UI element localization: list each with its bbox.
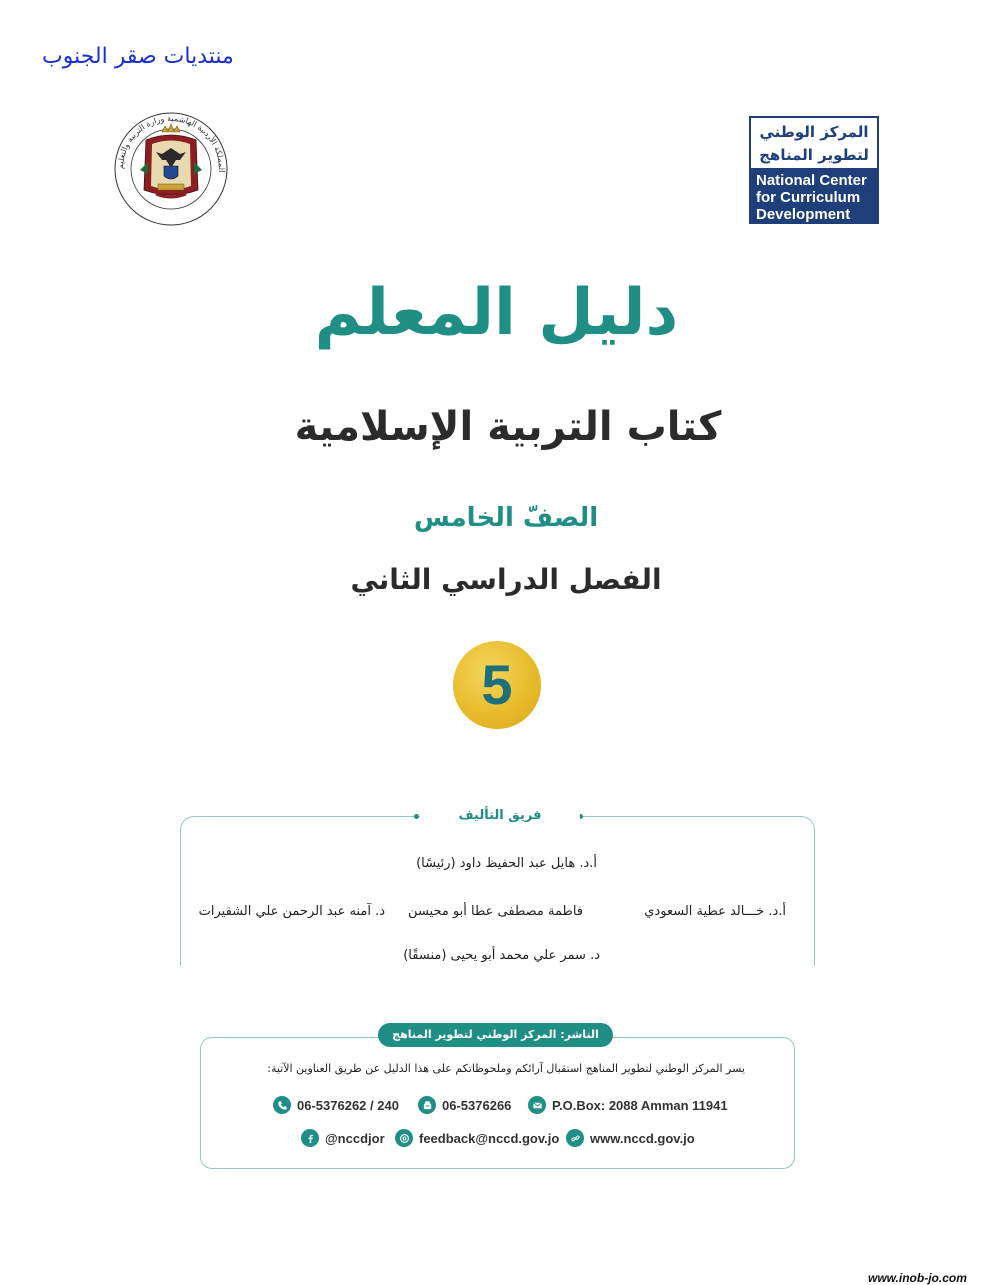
contact-pobox [528, 1095, 728, 1115]
nccd-logo-arabic [751, 118, 877, 170]
contact-website[interactable] [566, 1128, 695, 1148]
label-dot-left [414, 814, 419, 819]
mail-icon [528, 1096, 546, 1114]
grade-title: الصفّ الخامس [413, 503, 599, 533]
publisher-label: الناشر: المركز الوطني لتطوير المناهج [378, 1023, 613, 1047]
contact-facebook[interactable] [301, 1128, 385, 1148]
authors-label: فريق التأليف [420, 808, 580, 828]
contact-email-text: feedback@nccd.gov.jo [419, 1130, 560, 1146]
term-title: الفصل الدراسي الثاني [350, 563, 662, 596]
authors-frame [180, 816, 815, 966]
at-icon [395, 1129, 413, 1147]
contact-pobox-text: P.O.Box: 2088 Amman 11941 [552, 1097, 728, 1113]
contact-facebook-text: @nccdjor [325, 1130, 385, 1146]
facebook-icon [301, 1129, 319, 1147]
nccd-logo-english [751, 170, 877, 222]
contact-phone-text: 06-5376262 / 240 [297, 1097, 399, 1113]
nccd-english-line2: for Curriculum [756, 189, 861, 206]
nccd-logo [749, 116, 879, 224]
author-coordinator: د. سمر علي محمد أبو يحيى (منسقًا) [403, 948, 600, 963]
nccd-english-line3: Development [756, 206, 851, 223]
guide-title: دليل المعلم [314, 276, 679, 350]
nccd-arabic-line2: لتطوير المناهج [759, 146, 869, 164]
forum-watermark: منتديات صقر الجنوب [42, 44, 234, 69]
contact-website-text: www.nccd.gov.jo [590, 1130, 695, 1146]
book-title: كتاب التربية الإسلامية [294, 404, 722, 450]
seal-ring-text: المملكة الأردنية الهاشمية وزارة التربية والتعليم [115, 113, 227, 173]
author-khaled: أ.د. خـــالد عطية السعودي [644, 904, 786, 919]
site-watermark: www.inob-jo.com [868, 1271, 967, 1285]
fax-icon [418, 1096, 436, 1114]
author-amneh: د. آمنه عبد الرحمن علي الشقيرات [198, 904, 385, 919]
contact-email[interactable] [395, 1128, 559, 1148]
link-icon [566, 1129, 584, 1147]
contact-fax-text: 06-5376266 [442, 1097, 512, 1113]
nccd-english-line1: National Center [756, 172, 867, 189]
phone-icon [273, 1096, 291, 1114]
contact-phone[interactable] [273, 1095, 399, 1115]
contact-fax[interactable] [418, 1095, 511, 1115]
grade-number-badge: 5 [453, 641, 541, 729]
author-lead: أ.د. هايل عبد الحفيظ داود (رئيسًا) [416, 856, 597, 871]
ministry-seal-icon [112, 110, 230, 228]
author-fatima: فاطمة مصطفى عطا أبو محيسن [408, 904, 583, 919]
publisher-note: يسر المركز الوطني لتطوير المناهج استقبال آرائكم وملحوظاتكم على هذا الدليل عن طريق العناوين الآتية: [267, 1062, 745, 1075]
nccd-arabic-line1: المركز الوطني [759, 123, 869, 141]
